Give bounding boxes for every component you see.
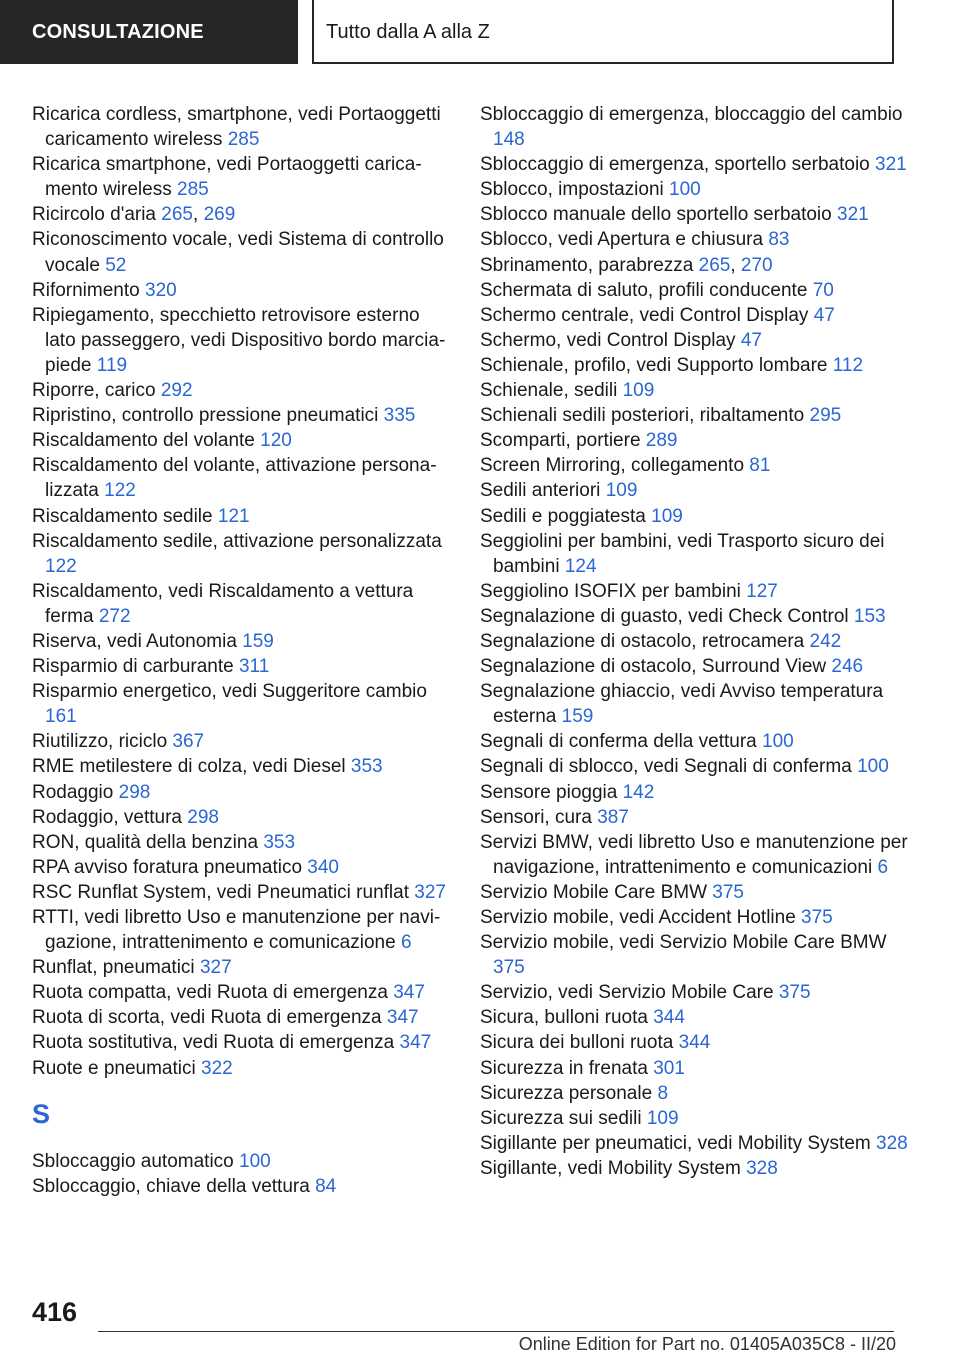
index-entry [480,880,910,905]
index-term: Sicura, bulloni ruota [480,1007,648,1029]
page-link[interactable]: 347 [399,1032,432,1054]
page-link[interactable]: 8 [657,1082,669,1104]
index-entry [32,1149,452,1174]
page-link[interactable]: 269 [203,204,236,226]
page-link[interactable]: 100 [669,179,701,201]
index-term: Sbloccaggio, chiave della vettura [32,1175,310,1197]
index-term: Sbloccaggio di emergenza, bloccaggio del cambio [480,104,903,125]
index-entry [480,1005,910,1030]
index-entry: Ricircolo d'aria 265, 269 [32,204,236,226]
index-term: Riutilizzo, riciclo [32,731,168,753]
index-term: Schienale, profilo, vedi Supporto lombare [480,354,828,376]
footer-rule [98,1331,894,1332]
index-term: Ruota compatta, vedi Ruota di emergenza [32,982,388,1004]
index-entry [480,403,910,428]
index-entry [32,980,452,1005]
index-entry [480,378,910,403]
page-link[interactable]: 327 [414,881,446,903]
page-link[interactable]: 100 [239,1150,271,1172]
index-term: Servizio mobile, vedi Servizio Mobile Care BMW [480,932,887,954]
page-link[interactable]: 159 [561,706,594,728]
index-term: Sedili e poggiatesta [480,505,646,527]
index-entry [480,453,910,478]
index-entry [480,805,910,830]
index-term: Rodaggio, vettura [32,806,182,828]
index-entry [480,654,910,679]
index-term: RON, qualità della benzina [32,831,259,853]
page-link[interactable]: 148 [493,129,525,151]
page-link[interactable]: 301 [653,1057,685,1079]
page-link[interactable]: 109 [605,480,638,502]
page-link[interactable]: 298 [118,781,151,803]
index-term: Sbloccaggio di emergenza, sportello serbatoio [480,154,870,176]
page-link[interactable]: 161 [45,706,77,728]
page-link[interactable]: 81 [749,455,771,477]
index-term: Segnali di conferma della vettura [480,731,757,753]
index-list-left-after [32,1149,452,1199]
page-link[interactable]: 119 [96,354,128,376]
page-link[interactable]: 285 [177,179,209,201]
page-header [0,0,960,66]
index-entry [480,202,910,227]
index-term: Screen Mirroring, collegamento [480,455,745,477]
page-link[interactable]: 292 [160,380,193,402]
page-link[interactable]: 127 [746,580,778,602]
index-term: Sicurezza personale [480,1082,653,1104]
index-term: Ripiegamento, specchietto retrovisore esterno lato passeggero, vedi Dispositivo bordo marciapiede [32,304,446,376]
index-entry [32,830,452,855]
index-entry [32,629,452,654]
index-term: Servizi BMW, vedi libretto Uso e manutenzione per navigazione, intrattenimento e comunicazioni [480,831,908,878]
index-term: Riscaldamento sedile [32,505,213,527]
section-tab: CONSULTAZIONE [0,0,298,64]
page-link[interactable]: 47 [813,304,835,326]
index-term: Segnalazione di guasto, vedi Check Control [480,605,849,627]
index-entry [32,1174,452,1199]
page-link[interactable]: 265 [698,254,731,276]
index-term: Riserva, vedi Autonomia [32,630,237,652]
index-term: Ruote e pneumatici [32,1057,196,1079]
index-term: Segnalazione di ostacolo, Surround View [480,656,827,678]
index-entry [480,227,910,252]
index-term: RME metilestere di colza, vedi Diesel [32,756,346,778]
page-link[interactable]: 265 [161,204,193,226]
index-term: Servizio mobile, vedi Accident Hotline [480,907,796,928]
page-number: 416 [32,1297,78,1327]
page-link[interactable]: 109 [651,505,683,527]
page-link[interactable]: 298 [187,806,219,828]
page-link[interactable]: 272 [98,605,131,627]
page-link[interactable]: 6 [877,856,889,878]
index-entry [32,1005,452,1030]
letter-heading: S [32,1098,51,1129]
index-term: Ricarica smartphone, vedi Portaoggetti caricamento wireless [32,154,422,201]
page-link[interactable]: 121 [217,505,250,527]
index-term: Sedili anteriori [480,480,601,502]
index-entry [32,780,452,805]
page-link[interactable]: 327 [199,957,232,979]
index-term: RTTI, vedi libretto Uso e manutenzione per navigazione, intrattenimento e comunicazione [32,907,441,954]
index-term: Riscaldamento del volante [32,430,255,452]
index-entry [480,1030,910,1055]
index-term: Scomparti, portiere [480,430,641,452]
index-entry [480,980,910,1005]
page-link[interactable]: 83 [768,229,790,251]
index-entry [32,303,452,378]
page-link[interactable]: 285 [227,129,260,151]
index-term: Servizio Mobile Care BMW [480,881,707,903]
index-entry [32,855,452,880]
index-term: Runflat, pneumatici [32,957,195,979]
index-entry [32,453,452,503]
page-link[interactable]: 321 [837,204,869,226]
index-term: RSC Runflat System, vedi Pneumatici runflat [32,881,409,903]
page-link[interactable]: 100 [857,756,889,778]
page-link[interactable]: 112 [832,354,864,376]
page-link[interactable]: 70 [812,279,834,301]
index-entry [480,152,910,177]
page-link[interactable]: 340 [307,856,339,878]
index-entry [32,754,452,779]
page-link[interactable]: 375 [712,881,744,903]
index-entry [480,1056,910,1081]
index-entry [480,930,910,980]
index-entry [32,729,452,754]
index-entry [480,604,910,629]
index-term: Riscaldamento sedile, attivazione personalizzata [32,530,442,552]
page-link[interactable]: 353 [350,756,383,778]
footer-edition: Online Edition for Part no. 01405A035C8 - II/20 [518,1334,896,1354]
page-link[interactable]: 344 [653,1007,685,1029]
page-link[interactable]: 321 [875,154,907,176]
page-link[interactable]: 246 [831,656,864,678]
index-term: Riporre, carico [32,380,156,402]
index-term: Schienale, sedili [480,380,618,402]
index-term: Ruota di scorta, vedi Ruota di emergenza [32,1007,382,1029]
index-entry [32,1056,452,1081]
page-link[interactable]: 322 [201,1057,233,1079]
page-link[interactable]: 122 [104,480,136,502]
page-link[interactable]: 344 [678,1032,711,1054]
page-link[interactable]: 120 [260,430,292,452]
index-entry [480,177,910,202]
page-link[interactable]: 109 [646,1107,679,1129]
index-term: Sbloccaggio automatico [32,1150,234,1172]
index-term: Servizio, vedi Servizio Mobile Care [480,982,774,1004]
page-link[interactable]: 375 [778,982,811,1004]
index-entry [32,227,452,277]
index-term: Sblocco, vedi Apertura e chiusura [480,229,764,251]
index-term: Schermo, vedi Control Display [480,329,736,351]
page-link[interactable]: 347 [386,1007,419,1029]
index-term: Riconoscimento vocale, vedi Sistema di controllo vocale [32,229,444,276]
index-entry [32,378,452,403]
page-link[interactable]: 367 [172,731,205,753]
index-term: Segnali di sblocco, vedi Segnali di conferma [480,756,852,778]
index-entry [480,729,910,754]
index-term: RPA avviso foratura pneumatico [32,856,303,878]
page-link[interactable]: 109 [622,380,655,402]
index-entry [32,579,452,629]
index-entry [32,1030,452,1055]
index-term: Sblocco manuale dello sportello serbatoio [480,204,832,226]
page-link[interactable]: 328 [876,1132,908,1154]
page-link[interactable]: 242 [809,630,842,652]
index-entry [32,880,452,905]
index-entry [480,754,910,779]
page-link[interactable]: 52 [105,254,127,276]
index-term: Rifornimento [32,279,140,301]
index-term: Sbrinamento, parabrezza [480,254,694,276]
index-term: Riscaldamento, vedi Riscaldamento a vettura ferma [32,580,414,627]
page-link[interactable]: 311 [238,656,270,678]
index-term: Segnalazione di ostacolo, retrocamera [480,630,805,652]
index-term: Schermo centrale, vedi Control Display [480,304,809,326]
index-entry [32,504,452,529]
index-entry [480,679,910,729]
index-term: Seggiolino ISOFIX per bambini [480,580,741,602]
index-entry [32,152,452,202]
index-entry [480,1081,910,1106]
index-entry [32,955,452,980]
page-link[interactable]: 295 [809,405,842,427]
page-link[interactable]: 84 [315,1175,337,1197]
index-term: Sblocco, impostazioni [480,179,664,201]
index-term: Segnalazione ghiaccio, vedi Avviso temperatura esterna [480,681,884,728]
index-entry [480,830,910,880]
index-entry [480,780,910,805]
page-link[interactable]: 122 [45,555,77,577]
index-entry [480,303,910,328]
index-term: Sicurezza sui sedili [480,1107,642,1129]
index-entry [32,102,452,152]
page-link[interactable]: 47 [740,329,762,351]
page-link[interactable]: 153 [853,605,886,627]
page-link[interactable]: 100 [762,731,794,753]
index-entry [32,278,452,303]
index-entry [480,905,910,930]
index-entry [32,529,452,579]
index-entry [32,679,452,729]
index-entry [480,1156,910,1181]
index-term: Schermata di saluto, profili conducente [480,279,808,301]
page-link[interactable]: 335 [383,405,416,427]
index-term: Ricircolo d'aria [32,204,157,226]
index-entry [480,529,910,579]
index-term: Sicurezza in frenata [480,1057,648,1079]
index-term: Rodaggio [32,781,114,803]
index-entry [32,805,452,830]
index-entry [480,504,910,529]
index-term: Ruota sostitutiva, vedi Ruota di emergenza [32,1032,395,1054]
index-term: Sensori, cura [480,806,592,828]
page-link[interactable]: 289 [645,430,678,452]
index-term: Sicura dei bulloni ruota [480,1032,674,1054]
index-entry [480,1106,910,1131]
index-entry [480,1131,910,1156]
index-term: Schienali sedili posteriori, ribaltamento [480,405,805,427]
page-link[interactable]: 6 [400,932,412,954]
index-entry [32,403,452,428]
page-link[interactable]: 159 [242,630,274,652]
index-entry [480,579,910,604]
page-link[interactable]: 124 [564,555,597,577]
index-list-right [480,102,910,1181]
index-term: Sigillante, vedi Mobility System [480,1157,741,1179]
index-entry [480,353,910,378]
index-entry [480,102,910,152]
index-entry [480,328,910,353]
page-link[interactable]: 375 [493,957,525,979]
index-entry [32,905,452,955]
index-term: Seggiolini per bambini, vedi Trasporto sicuro dei bambini [480,530,885,577]
chapter-title: Tutto dalla A alla Z [312,0,894,64]
index-entry [32,428,452,453]
index-term: Sensore pioggia [480,781,618,803]
index-entry [480,629,910,654]
page-link[interactable]: 375 [801,907,833,928]
index-entry: Sbrinamento, parabrezza 265, 270 [480,254,773,276]
index-list-left [32,102,452,1081]
page-link[interactable]: 353 [263,831,296,853]
index-term: Ricarica cordless, smartphone, vedi Portaoggetti caricamento wireless [32,104,441,151]
page-link[interactable]: 387 [597,806,629,828]
index-term: Risparmio di carburante [32,656,234,678]
index-entry [480,478,910,503]
index-term: Risparmio energetico, vedi Suggeritore cambio [32,681,427,703]
page-link[interactable]: 328 [746,1157,778,1179]
index-column-left [32,102,452,1199]
index-term: Riscaldamento del volante, attivazione personalizzata [32,455,437,502]
index-entry [480,428,910,453]
page-link[interactable]: 347 [393,982,425,1004]
index-entry [32,654,452,679]
index-column-right [480,102,910,1181]
page-link[interactable]: 320 [145,279,177,301]
index-entry [480,278,910,303]
page-link[interactable]: 270 [740,254,773,276]
page-link[interactable]: 142 [622,781,655,803]
index-term: Sigillante per pneumatici, vedi Mobility System [480,1132,871,1154]
index-term: Ripristino, controllo pressione pneumatici [32,405,379,427]
